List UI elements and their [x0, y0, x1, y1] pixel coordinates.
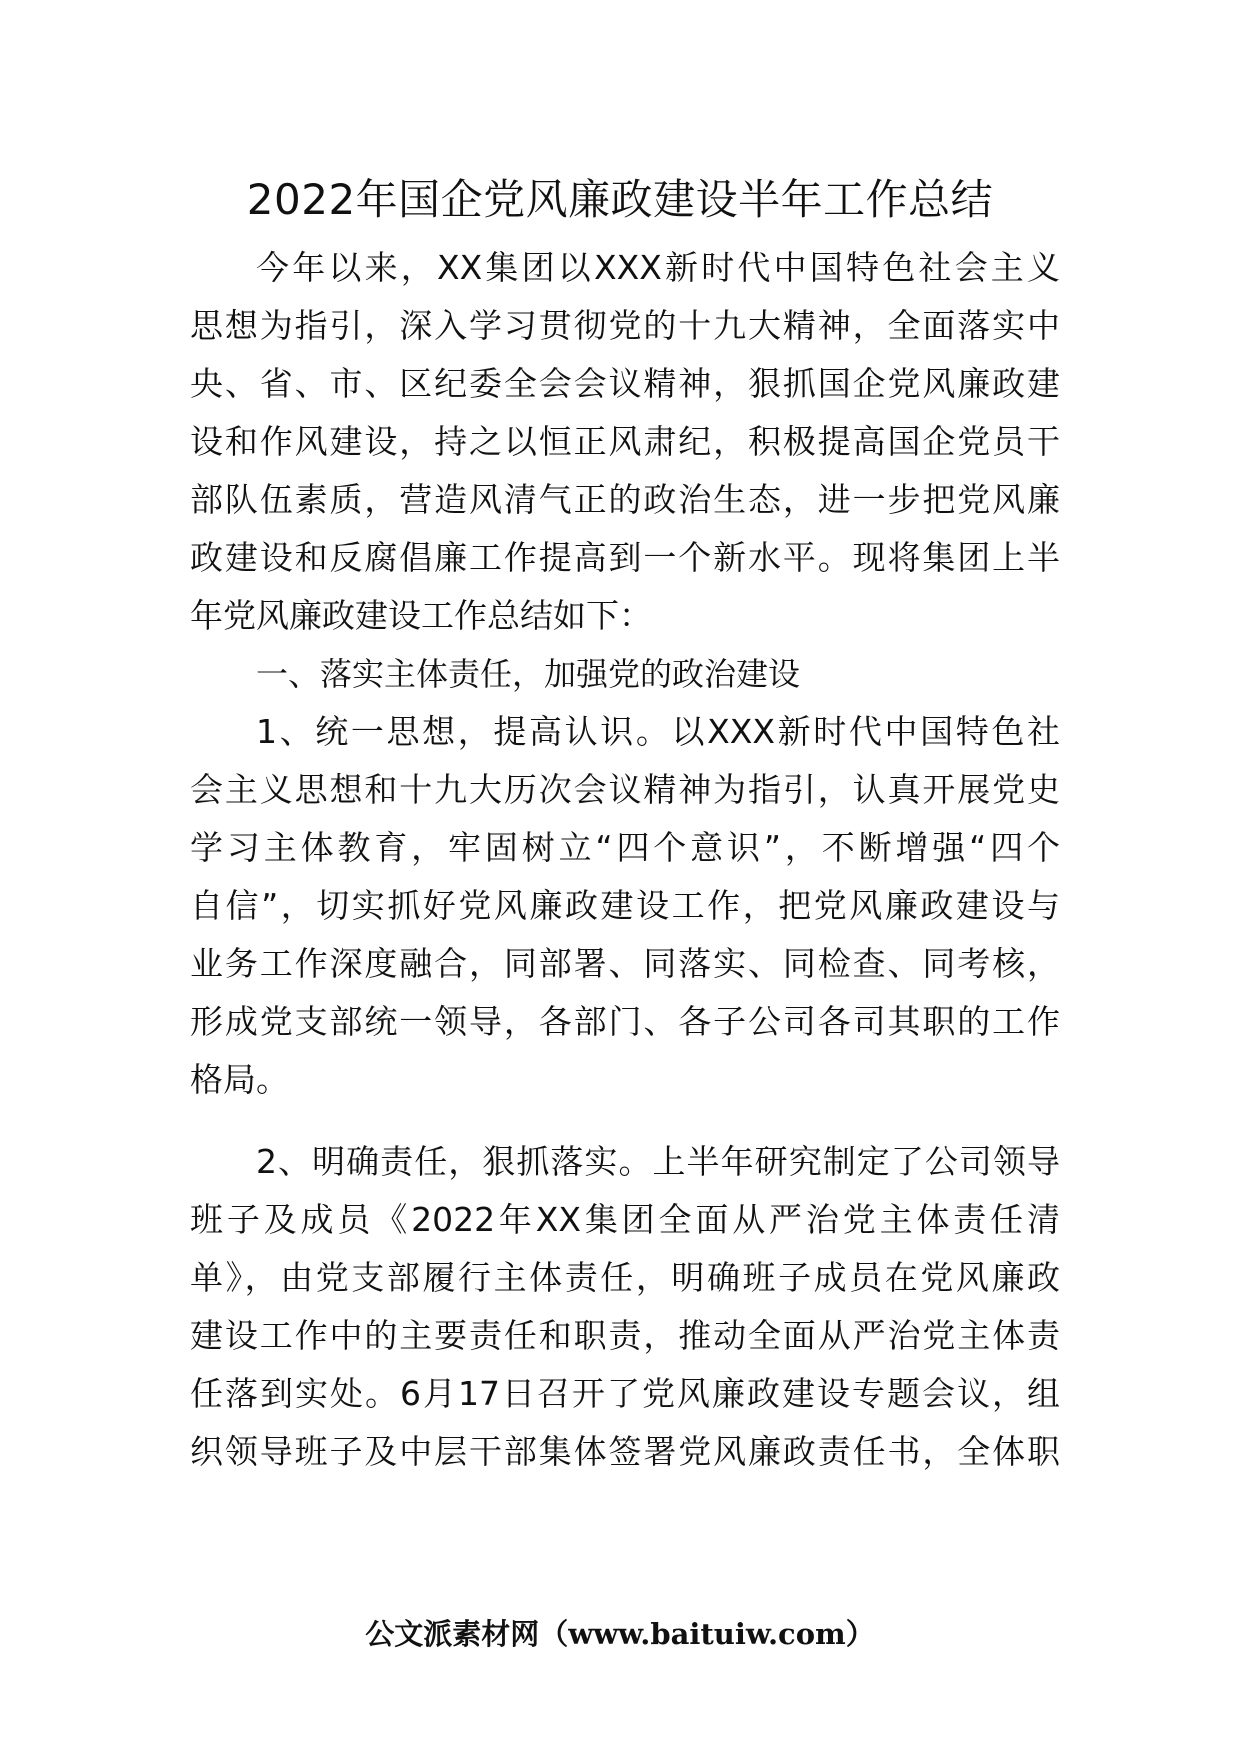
paragraph-line: 2、明确责任，狠抓落实。上半年研究制定了公司领导: [256, 1142, 1060, 1181]
paragraph-line: 格局。: [190, 1060, 289, 1099]
paragraph-line: 思想为指引，深入学习贯彻党的十九大精神，全面落实中: [190, 306, 1060, 345]
paragraph-line: 今年以来，XX集团以XXX新时代中国特色社会主义: [256, 248, 1060, 287]
paragraph-line: 建设工作中的主要责任和职责，推动全面从严治党主体责: [190, 1316, 1060, 1355]
paragraph-line: 形成党支部统一领导，各部门、各子公司各司其职的工作: [190, 1002, 1060, 1041]
paragraph-line: 政建设和反腐倡廉工作提高到一个新水平。现将集团上半: [190, 538, 1060, 577]
paragraph-line: 班子及成员《2022年XX集团全面从严治党主体责任清: [190, 1200, 1060, 1239]
watermark-footer: 公文派素材网（www.baituiw.com）: [365, 1617, 875, 1651]
paragraph-line: 学习主体教育，牢固树立“四个意识”，不断增强“四个: [190, 828, 1060, 867]
paragraph-line: 任落到实处。6月17日召开了党风廉政建设专题会议，组: [190, 1374, 1060, 1413]
paragraph-line: 业务工作深度融合，同部署、同落实、同检查、同考核，: [190, 944, 1060, 983]
paragraph-line: 年党风廉政建设工作总结如下：: [190, 596, 652, 635]
paragraph-line: 部队伍素质，营造风清气正的政治生态，进一步把党风廉: [190, 480, 1060, 519]
paragraph-line: 央、省、市、区纪委全会会议精神，狠抓国企党风廉政建: [190, 364, 1060, 403]
paragraph-line: 自信”，切实抓好党风廉政建设工作，把党风廉政建设与: [190, 886, 1060, 925]
paragraph-line: 会主义思想和十九大历次会议精神为指引，认真开展党史: [190, 770, 1060, 809]
paragraph-line: 单》，由党支部履行主体责任，明确班子成员在党风廉政: [190, 1258, 1060, 1297]
paragraph-line: 设和作风建设，持之以恒正风肃纪，积极提高国企党员干: [190, 422, 1060, 461]
section-heading: 一、落实主体责任，加强党的政治建设: [256, 655, 801, 693]
document-title: 2022年国企党风廉政建设半年工作总结: [246, 175, 994, 224]
paragraph-line: 织领导班子及中层干部集体签署党风廉政责任书，全体职: [190, 1432, 1060, 1471]
paragraph-line: 1、统一思想，提高认识。以XXX新时代中国特色社: [256, 712, 1060, 751]
